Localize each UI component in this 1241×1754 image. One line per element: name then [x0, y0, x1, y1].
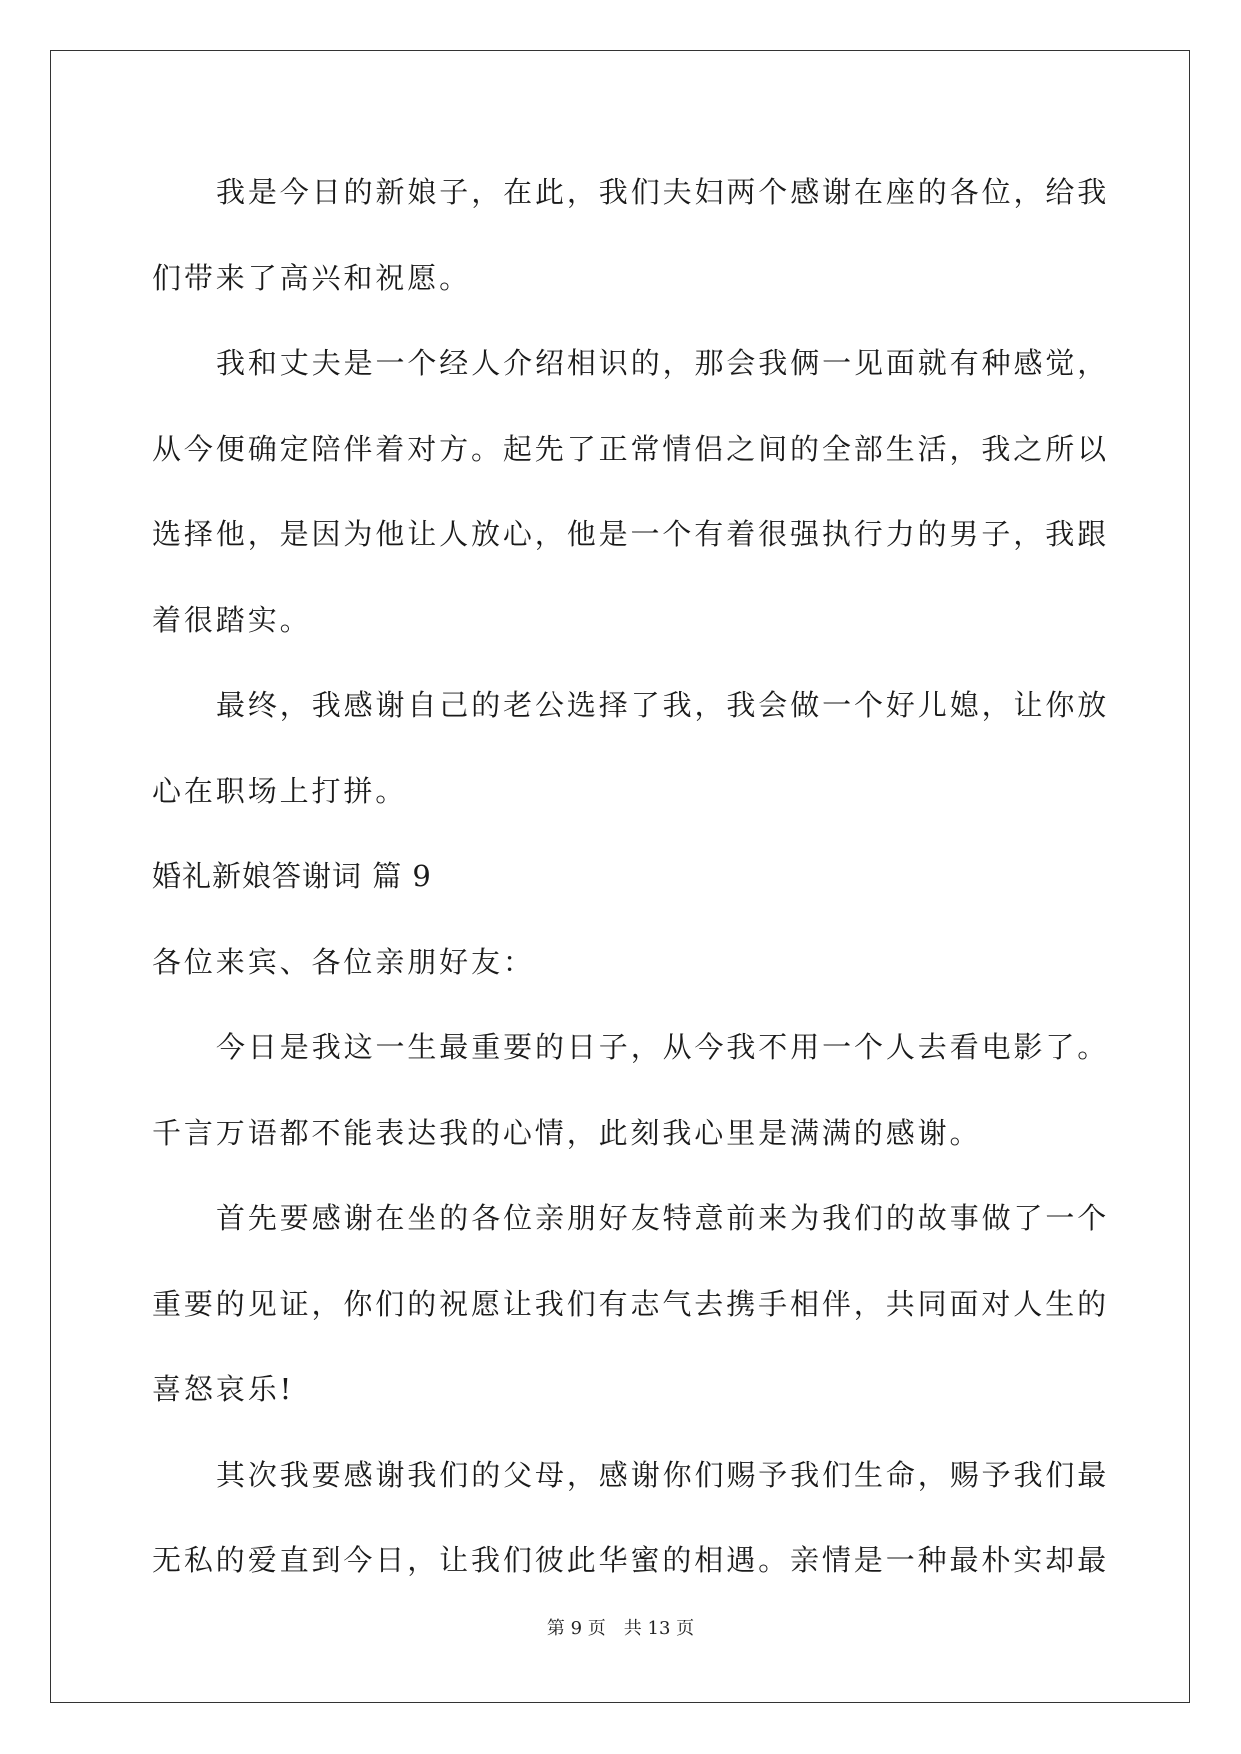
text-line: 心在职场上打拼。: [152, 773, 408, 808]
text-line: 其次我要感谢我们的父母，感谢你们赐予我们生命，赐予我们最: [216, 1457, 1110, 1492]
text-line: 着很踏实。: [152, 602, 312, 637]
text-line: 喜怒哀乐!: [152, 1372, 295, 1406]
text-line: 今日是我这一生最重要的日子，从今我不用一个人去看电影了。: [216, 1030, 1110, 1064]
section-heading: 婚礼新娘答谢词 篇 9: [152, 859, 432, 893]
text-line: 我和丈夫是一个经人介绍相识的，那会我俩一见面就有种感觉，: [216, 346, 1110, 380]
page-total: 共 13 页: [623, 1618, 695, 1639]
text-line: 重要的见证，你们的祝愿让我们有志气去携手相伴，共同面对人生的: [152, 1286, 1110, 1321]
text-line: 首先要感谢在坐的各位亲朋好友特意前来为我们的故事做了一个: [216, 1201, 1110, 1235]
salutation-line: 各位来宾、各位亲朋好友：: [152, 944, 535, 979]
text-line: 从今便确定陪伴着对方。起先了正常情侣之间的全部生活，我之所以: [152, 431, 1110, 466]
page-footer: [0, 1614, 1241, 1640]
text-line: 们带来了高兴和祝愿。: [152, 260, 472, 295]
text-line: 最终，我感谢自己的老公选择了我，我会做一个好儿媳，让你放: [216, 688, 1110, 722]
text-line: 我是今日的新娘子，在此，我们夫妇两个感谢在座的各位，给我: [216, 175, 1110, 209]
text-line: 无私的爱直到今日，让我们彼此华蜜的相遇。亲情是一种最朴实却最: [152, 1543, 1110, 1577]
page-number: 第 9 页: [546, 1618, 606, 1639]
text-line: 千言万语都不能表达我的心情，此刻我心里是满满的感谢。: [152, 1115, 982, 1150]
document-body: [152, 162, 1110, 1616]
text-line: 选择他，是因为他让人放心，他是一个有着很强执行力的男子，我跟: [152, 517, 1110, 551]
